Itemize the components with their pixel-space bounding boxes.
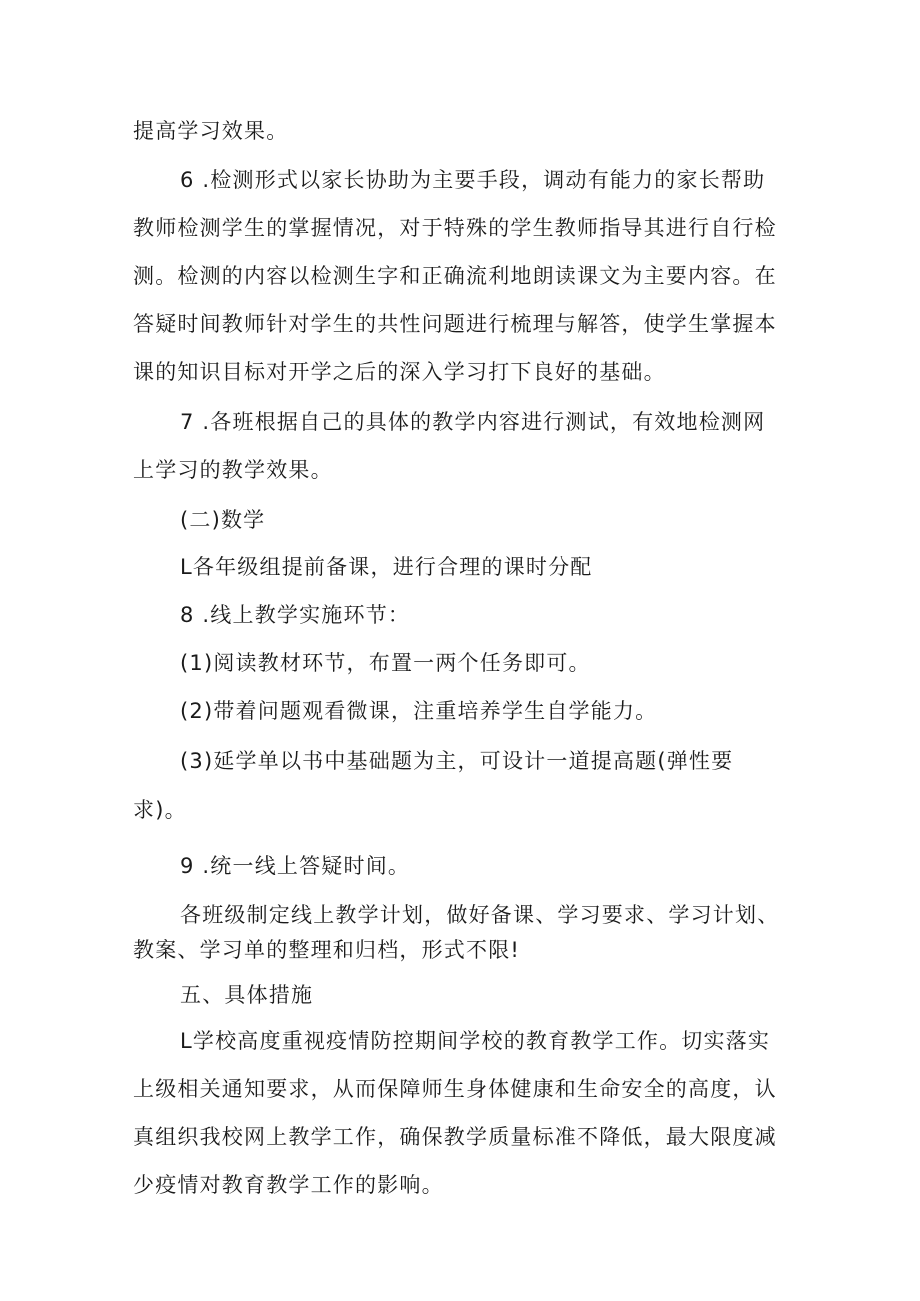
text-line: 求)。 [133, 798, 187, 822]
list-item: (3)延学单以书中基础题为主，可设计一道提高题(弹性要 [180, 749, 734, 773]
text-line: 真组织我校网上教学工作，确保教学质量标准不降低，最大限度减 [133, 1125, 777, 1149]
text-line: 8 .线上教学实施环节： [180, 603, 411, 627]
text-line: 答疑时间教师针对学生的共性问题进行梳理与解答，使学生掌握本 [133, 312, 777, 336]
text-line: 6 .检测形式以家长协助为主要手段，调动有能力的家长帮助 [180, 168, 766, 192]
text-line: 教师检测学生的掌握情况，对于特殊的学生教师指导其进行自行检 [133, 216, 777, 240]
text-line: 课的知识目标对开学之后的深入学习打下良好的基础。 [133, 360, 666, 384]
list-item: (1)阅读教材环节，布置一两个任务即可。 [180, 651, 591, 675]
text-line: 提高学习效果。 [133, 119, 289, 143]
text-line: L各年级组提前备课，进行合理的课时分配 [180, 555, 593, 579]
text-line: 7 .各班根据自己的具体的教学内容进行测试，有效地检测网 [180, 410, 766, 434]
text-line: 各班级制定线上教学计划，做好备课、学习要求、学习计划、 [180, 903, 780, 927]
section-heading: 五、具体措施 [180, 983, 314, 1007]
section-heading: (二)数学 [180, 508, 266, 532]
text-line: 上级相关通知要求，从而保障师生身体健康和生命安全的高度，认 [133, 1077, 777, 1101]
text-line: 上学习的教学效果。 [133, 458, 333, 482]
text-line: 9 .统一线上答疑时间。 [180, 854, 411, 878]
text-line: 教案、学习单的整理和归档，形式不限! [133, 938, 521, 962]
text-line: 测。检测的内容以检测生字和正确流利地朗读课文为主要内容。在 [133, 264, 777, 288]
list-item: (2)带着问题观看微课，注重培养学生自学能力。 [180, 699, 658, 723]
text-line: 少疫情对教育教学工作的影响。 [133, 1173, 444, 1197]
text-line: L学校高度重视疫情防控期间学校的教育教学工作。切实落实 [180, 1029, 771, 1053]
